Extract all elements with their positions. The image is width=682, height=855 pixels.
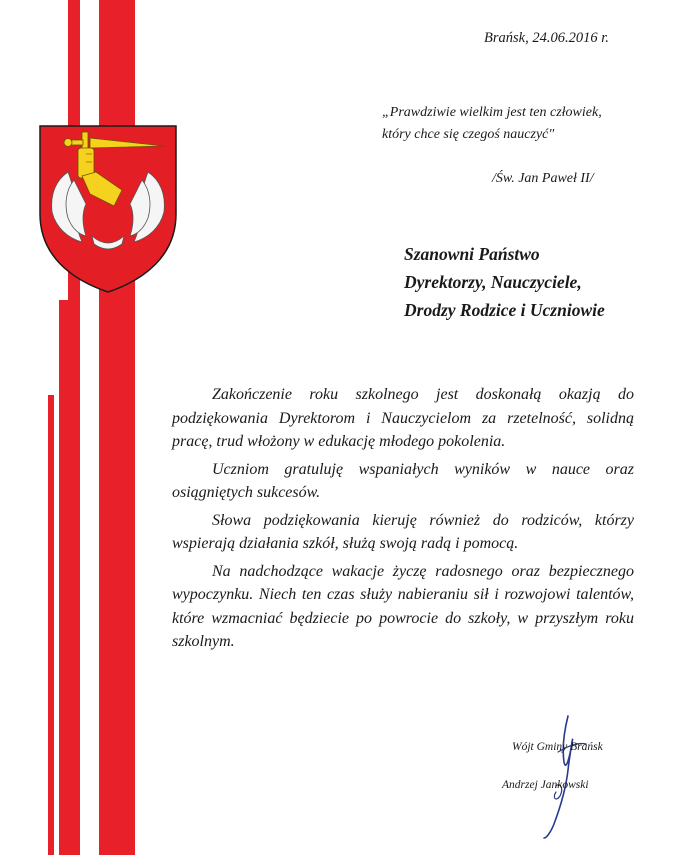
body-paragraph: Uczniom gratuluję wspaniałych wyników w nauce oraz osiągniętych sukcesów. xyxy=(172,460,634,501)
signatory-title: Wójt Gminy Brańsk xyxy=(512,741,603,753)
body-paragraph: Słowa podziękowania kieruję również do rodziców, którzy wspierają działania szkół, służą swoją radą i pomocą. xyxy=(172,511,634,552)
handwritten-signature xyxy=(520,712,610,842)
salutation-line: Szanowni Państwo xyxy=(404,244,540,264)
salutation xyxy=(404,240,605,324)
body-paragraph: Na nadchodzące wakacje życzę radosnego oraz bezpiecznego wypoczynku. Niech ten czas służy nabieraniu sił i rozwojowi talentów, które wzmacniać będziecie po powrocie do szkoły, w przyszłym roku szkolnym. xyxy=(172,562,634,650)
decorative-stripe-thinnest xyxy=(48,395,54,855)
salutation-line: Dyrektorzy, Nauczyciele, xyxy=(404,272,582,292)
coat-of-arms-icon xyxy=(38,124,178,294)
salutation-line: Drodzy Rodzice i Uczniowie xyxy=(404,300,605,320)
letter-body xyxy=(172,383,634,654)
decorative-stripe-thin xyxy=(59,300,68,855)
body-paragraph: Zakończenie roku szkolnego jest doskonałą okazją do podziękowania Dyrektorom i Nauczycielom za rzetelność, solidną pracę, trud włożony w edukację młodego pokolenia. xyxy=(172,386,634,450)
quote-line: który chce się czegoś nauczyć" xyxy=(382,127,555,142)
quote-line: „Prawdziwie wielkim jest ten człowiek, xyxy=(382,105,602,120)
quote-author: /Św. Jan Paweł II/ xyxy=(492,171,594,186)
letter-date: Brańsk, 24.06.2016 r. xyxy=(484,30,609,46)
quote-block xyxy=(382,102,632,190)
signatory-name: Andrzej Jankowski xyxy=(502,779,589,791)
